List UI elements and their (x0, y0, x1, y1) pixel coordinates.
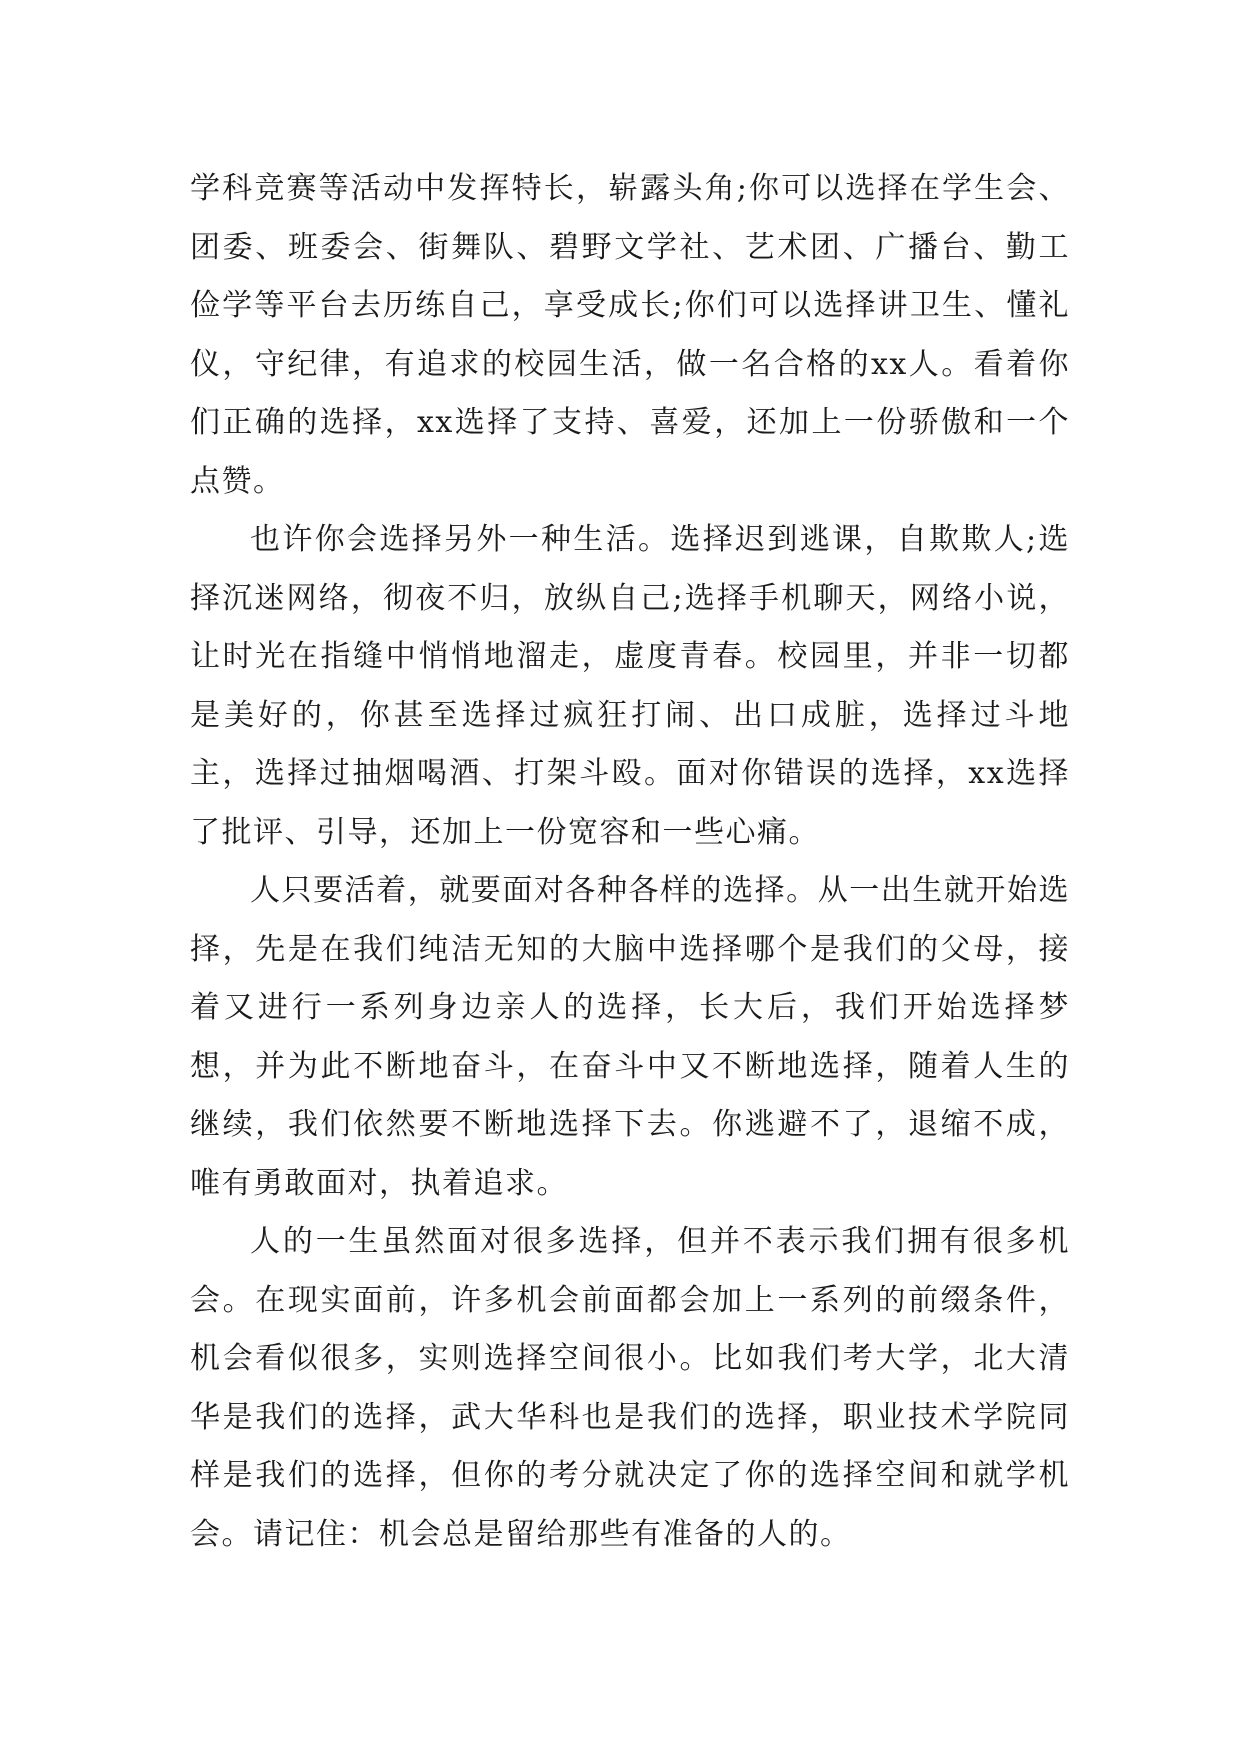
paragraph-another-life: 也许你会选择另外一种生活。选择迟到逃课，自欺欺人;选择沉迷网络，彻夜不归，放纵自己;选择手机聊天，网络小说，让时光在指缝中悄悄地溜走，虚度青春。校园里，并非一切都是美好的，你甚至选择过疯狂打闹、出口成脏，选择过斗地主，选择过抽烟喝酒、打架斗殴。面对你错误的选择，xx选择了批评、引导，还加上一份宽容和一些心痛。 (190, 522, 1070, 850)
paragraph-opportunities: 人的一生虽然面对很多选择，但并不表示我们拥有很多机会。在现实面前，许多机会前面都会加上一系列的前缀条件，机会看似很多，实则选择空间很小。比如我们考大学，北大清华是我们的选择，武大华科也是我们的选择，职业技术学院同样是我们的选择，但你的考分就决定了你的选择空间和就学机会。请记住：机会总是留给那些有准备的人的。 (190, 1224, 1070, 1552)
paragraph-facing-choices: 人只要活着，就要面对各种各样的选择。从一出生就开始选择，先是在我们纯洁无知的大脑中选择哪个是我们的父母，接着又进行一系列身边亲人的选择，长大后，我们开始选择梦想，并为此不断地奋斗，在奋斗中又不断地选择，随着人生的继续，我们依然要不断地选择下去。你逃避不了，退缩不成，唯有勇敢面对，执着追求。 (190, 873, 1070, 1201)
paragraph-continuation: 学科竞赛等活动中发挥特长，崭露头角;你可以选择在学生会、团委、班委会、街舞队、碧野文学社、艺术团、广播台、勤工俭学等平台去历练自己，享受成长;你们可以选择讲卫生、懂礼仪，守纪律，有追求的校园生活，做一名合格的xx人。看着你们正确的选择，xx选择了支持、喜爱，还加上一份骄傲和一个点赞。 (190, 171, 1070, 499)
document-page (190, 160, 1070, 1564)
